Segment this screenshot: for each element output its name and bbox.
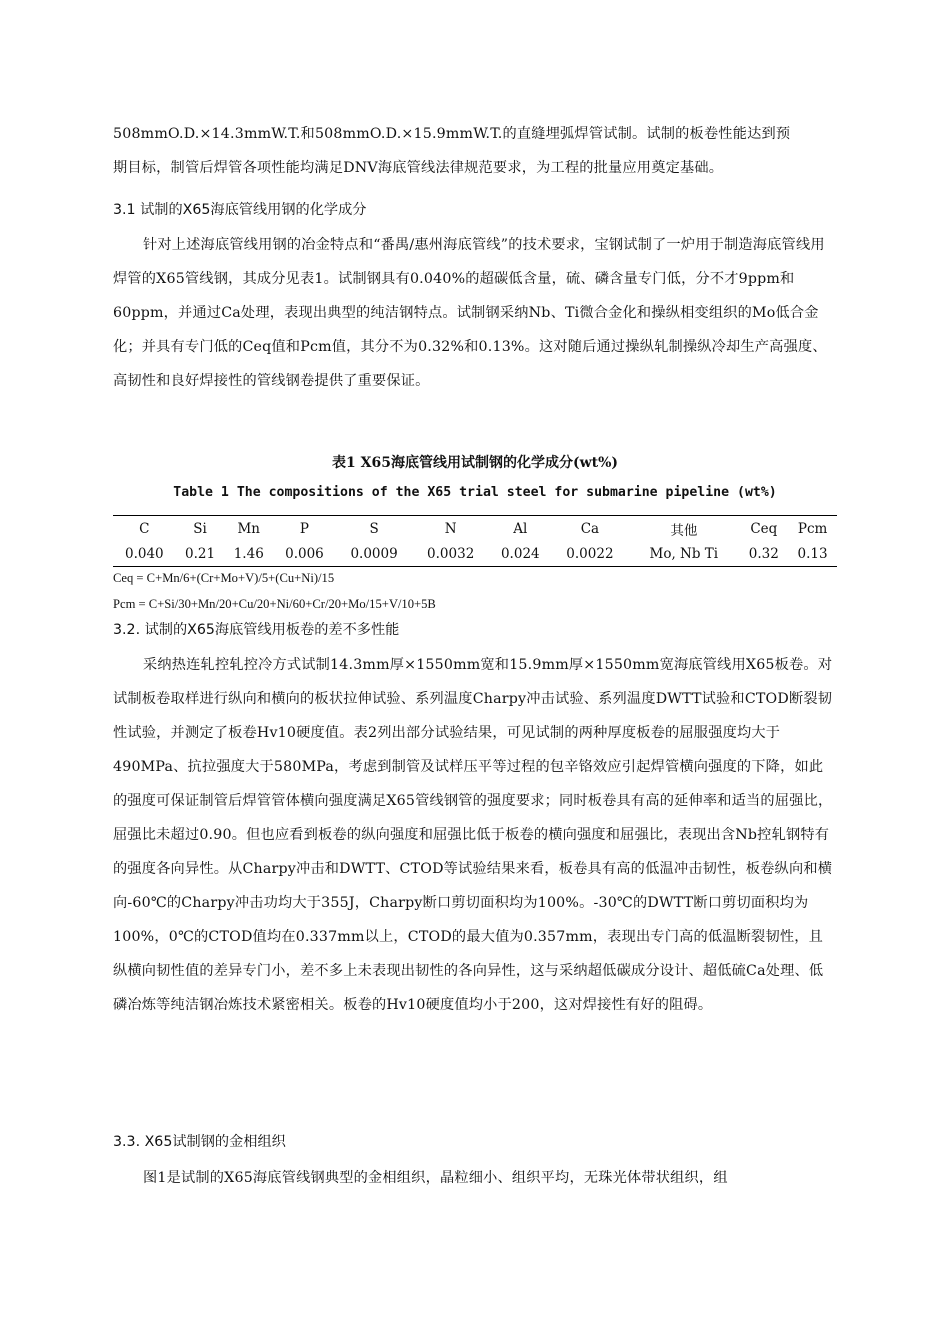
section-3-3-heading: 3.3. X65试制钢的金相组织 [113, 1134, 286, 1150]
value-ca: 0.0022 [566, 545, 614, 562]
header-al: Al [513, 520, 528, 537]
composition-table [113, 515, 837, 567]
header-ceq: Ceq [750, 520, 778, 537]
section-3-3-body [113, 1161, 837, 1195]
header-other: 其他 [670, 522, 698, 539]
section-3-3-paragraph: 图1是试制的X65海底管线钢典型的金相组织，晶粒细小、组织平均，无珠光体带状组织，组 [143, 1170, 728, 1186]
table-header-row [113, 516, 837, 542]
value-p: 0.006 [285, 545, 324, 562]
table-1-caption-cn: 表1 X65海底管线用试制钢的化学成分(wt%) [331, 455, 619, 471]
value-mn: 1.46 [233, 545, 264, 562]
value-n: 0.0032 [427, 545, 475, 562]
value-other: Mo, Nb Ti [649, 545, 719, 562]
header-n: N [444, 520, 457, 537]
section-3-2-paragraph: 采纳热连轧控轧控冷方式试制14.3mm厚×1550mm宽和15.9mm厚×1550mm宽海底管线用X65板卷。对试制板卷取样进行纵向和横向的板状拉伸试验、系列温度Charpy冲击试验、系列温度DWTT试验和CTOD断裂韧性试验，并测定了板卷Hv10硬度值。表2列出部分试验结果，可见试制的两种厚度板卷的屈服强度均大于490MPa、抗拉强度大于580MPa，考虑到制管及试样压平等过程的包辛铬效应引起焊管横向强度的下降，如此的强度可保证制管后焊管管体横向强度满足X65管线钢管的强度要求；同时板卷具有高的延伸率和适当的屈强比，屈强比未超过0.90。但也应看到板卷的纵向强度和屈强比低于板卷的横向强度和屈强比，表现出含Nb控轧钢特有的强度各向异性。从Charpy冲击和DWTT、CTOD等试验结果来看，板卷具有高的低温冲击韧性，板卷纵向和横向-60℃的Charpy冲击功均大于355J，Charpy断口剪切面积均为100%。-30℃的DWTT断口剪切面积均为100%，0℃的CTOD值均在0.337mm以上，CTOD的最大值为0.357mm，表现出专门高的低温断裂韧性，且纵横向韧性值的差异专门小，差不多上未表现出韧性的各向异性，这与采纳超低碳成分设计、超低硫Ca处理、低磷冶炼等纯洁钢冶炼技术紧密相关。板卷的Hv10硬度值均小于200，这对焊接性有好的阻碍。 [113, 657, 833, 1013]
value-si: 0.21 [184, 545, 216, 562]
intro-line-2: 期目标，制管后焊管各项性能均满足DNV海底管线法律规范要求，为工程的批量应用奠定基础。 [113, 160, 724, 176]
intro-paragraph [113, 117, 837, 185]
header-si: Si [193, 520, 207, 537]
table-1-caption-en: Table 1 The compositions of the X65 trial steel for submarine pipeline (wt%) [173, 485, 777, 500]
section-3-1-paragraph: 针对上述海底管线用钢的冶金特点和“番禺/惠州海底管线”的技术要求，宝钢试制了一炉用于制造海底管线用焊管的X65管线钢，其成分见表1。试制钢具有0.040%的超碳低含量，硫、磷含量专门低，分不才9ppm和60ppm，并通过Ca处理，表现出典型的纯洁钢特点。试制钢采纳Nb、Ti微合金化和操纵相变组织的Mo低合金化；并具有专门低的Ceq值和Pcm值，其分不为0.32%和0.13%。这对随后通过操纵轧制操纵冷却生产高强度、高韧性和良好焊接性的管线钢卷提供了重要保证。 [113, 237, 827, 389]
value-pcm: 0.13 [797, 545, 828, 562]
value-c: 0.040 [125, 545, 164, 562]
header-ca: Ca [580, 520, 600, 537]
section-3-1-heading: 3.1 试制的X65海底管线用钢的化学成分 [113, 202, 367, 218]
intro-line-1: 508mmO.D.×14.3mmW.T.和508mmO.D.×15.9mmW.T.的直缝埋弧焊管试制。试制的板卷性能达到预 [113, 126, 791, 142]
header-mn: Mn [237, 520, 261, 537]
ceq-formula: Ceq = C+Mn/6+(Cr+Mo+V)/5+(Cu+Ni)/15 [113, 571, 335, 585]
table-row [113, 541, 837, 567]
header-c: C [139, 520, 150, 537]
header-pcm: Pcm [797, 520, 828, 537]
section-3-1-body [113, 228, 837, 398]
section-3-2-body [113, 648, 837, 1022]
header-s: S [369, 520, 379, 537]
section-3-2-heading: 3.2. 试制的X65海底管线用板卷的差不多性能 [113, 622, 400, 638]
value-s: 0.0009 [350, 545, 398, 562]
value-al: 0.024 [500, 545, 540, 562]
header-p: P [299, 520, 309, 537]
pcm-formula: Pcm = C+Si/30+Mn/20+Cu/20+Ni/60+Cr/20+Mo/15+V/10+5B [113, 597, 436, 611]
value-ceq: 0.32 [748, 545, 779, 562]
